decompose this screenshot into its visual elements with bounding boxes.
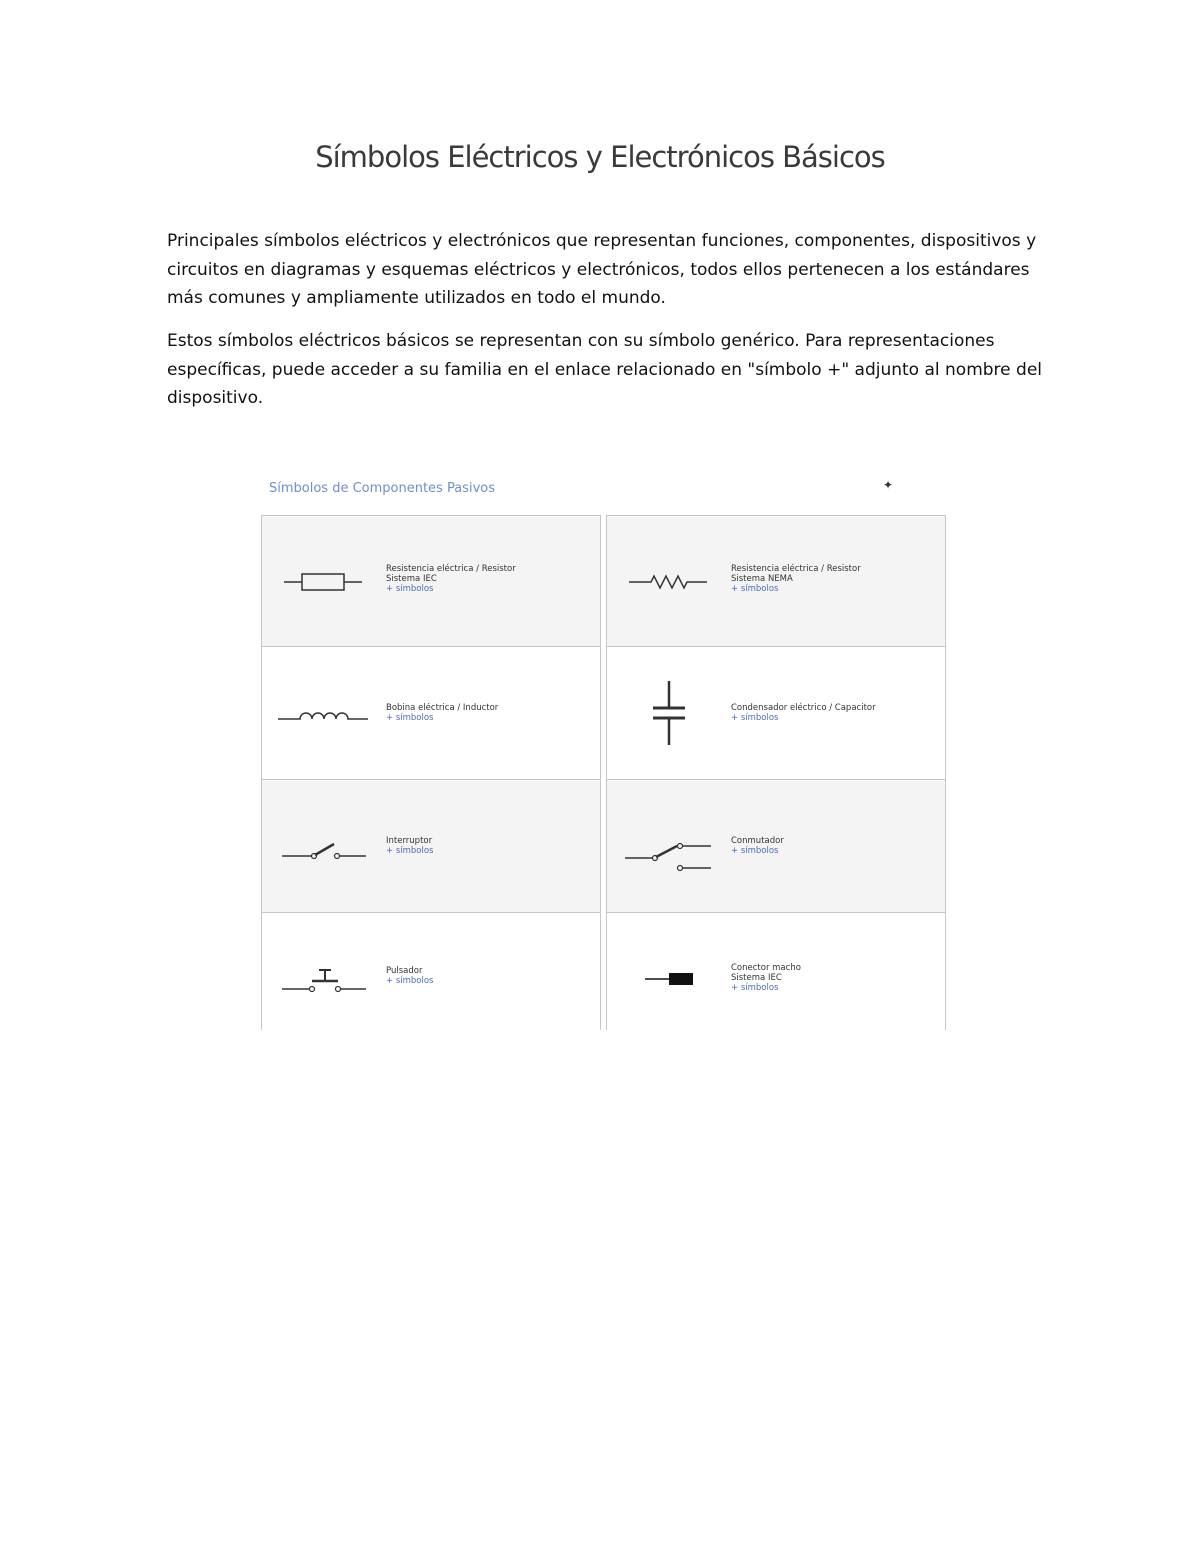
symbol-info bbox=[386, 836, 433, 856]
symbol-name: Resistencia eléctrica / Resistor bbox=[386, 564, 516, 574]
symbol-info bbox=[731, 564, 861, 594]
symbol-name: Resistencia eléctrica / Resistor bbox=[731, 564, 861, 574]
page-title: Símbolos Eléctricos y Electrónicos Básicos bbox=[315, 140, 885, 174]
symbol-detail: Sistema IEC bbox=[731, 973, 782, 983]
symbol-info bbox=[731, 703, 876, 723]
symbol-name: Bobina eléctrica / Inductor bbox=[386, 703, 499, 713]
symbol-cell-changeover-switch bbox=[606, 779, 946, 913]
symbol-cell-male-connector bbox=[606, 912, 946, 1030]
switch-icon bbox=[272, 832, 372, 872]
symbol-cell-switch bbox=[261, 779, 601, 913]
symbol-detail: Sistema IEC bbox=[386, 574, 437, 584]
symbol-info bbox=[731, 963, 801, 993]
symbols-grid bbox=[261, 515, 949, 1030]
symbol-cell-resistor-iec bbox=[261, 515, 601, 647]
symbol-cell-capacitor bbox=[606, 646, 946, 780]
description-paragraph: Estos símbolos eléctricos básicos se representan con su símbolo genérico. Para representaciones específicas, puede acceder a su familia en el enlace relacionado en "símbolo +" adjunto al nombre del dispositivo. bbox=[167, 331, 1043, 408]
symbol-info bbox=[386, 703, 498, 723]
figure-title: Símbolos de Componentes Pasivos bbox=[269, 481, 495, 496]
symbol-cell-pushbutton bbox=[261, 912, 601, 1030]
symbol-info bbox=[731, 836, 784, 856]
more-symbols-link[interactable]: + símbolos bbox=[386, 976, 434, 986]
more-symbols-link[interactable]: + símbolos bbox=[731, 983, 779, 993]
capacitor-icon bbox=[617, 679, 717, 749]
symbol-cell-resistor-nema bbox=[606, 515, 946, 647]
more-symbols-link[interactable]: + símbolos bbox=[386, 584, 434, 594]
corner-mark-icon: ✦ bbox=[883, 478, 894, 492]
symbol-name: Pulsador bbox=[386, 966, 423, 976]
pushbutton-icon bbox=[272, 961, 372, 1001]
symbol-name: Conmutador bbox=[731, 836, 784, 846]
symbol-detail: Sistema NEMA bbox=[731, 574, 793, 584]
more-symbols-link[interactable]: + símbolos bbox=[386, 713, 434, 723]
more-symbols-link[interactable]: + símbolos bbox=[731, 713, 779, 723]
symbol-info bbox=[386, 564, 516, 594]
symbol-info bbox=[386, 966, 433, 986]
resistor-iec-icon bbox=[272, 562, 372, 602]
male-connector-icon bbox=[617, 959, 717, 999]
symbol-name: Conector macho bbox=[731, 963, 801, 973]
symbol-name: Interruptor bbox=[386, 836, 433, 846]
more-symbols-link[interactable]: + símbolos bbox=[731, 846, 779, 856]
symbol-name: Condensador eléctrico / Capacitor bbox=[731, 703, 876, 713]
more-symbols-link[interactable]: + símbolos bbox=[731, 584, 779, 594]
intro-paragraph: Principales símbolos eléctricos y electrónicos que representan funciones, componentes, dispositivos y circuitos en diagramas y esquemas eléctricos y electrónicos, todos ellos pertenecen a los estándares más comunes y ampliamente utilizados en todo el mundo. bbox=[167, 231, 1037, 308]
symbols-figure bbox=[258, 470, 953, 1030]
symbol-cell-inductor bbox=[261, 646, 601, 780]
inductor-icon bbox=[272, 693, 372, 733]
more-symbols-link[interactable]: + símbolos bbox=[386, 846, 434, 856]
changeover-switch-icon bbox=[617, 830, 717, 874]
resistor-nema-icon bbox=[617, 562, 717, 602]
